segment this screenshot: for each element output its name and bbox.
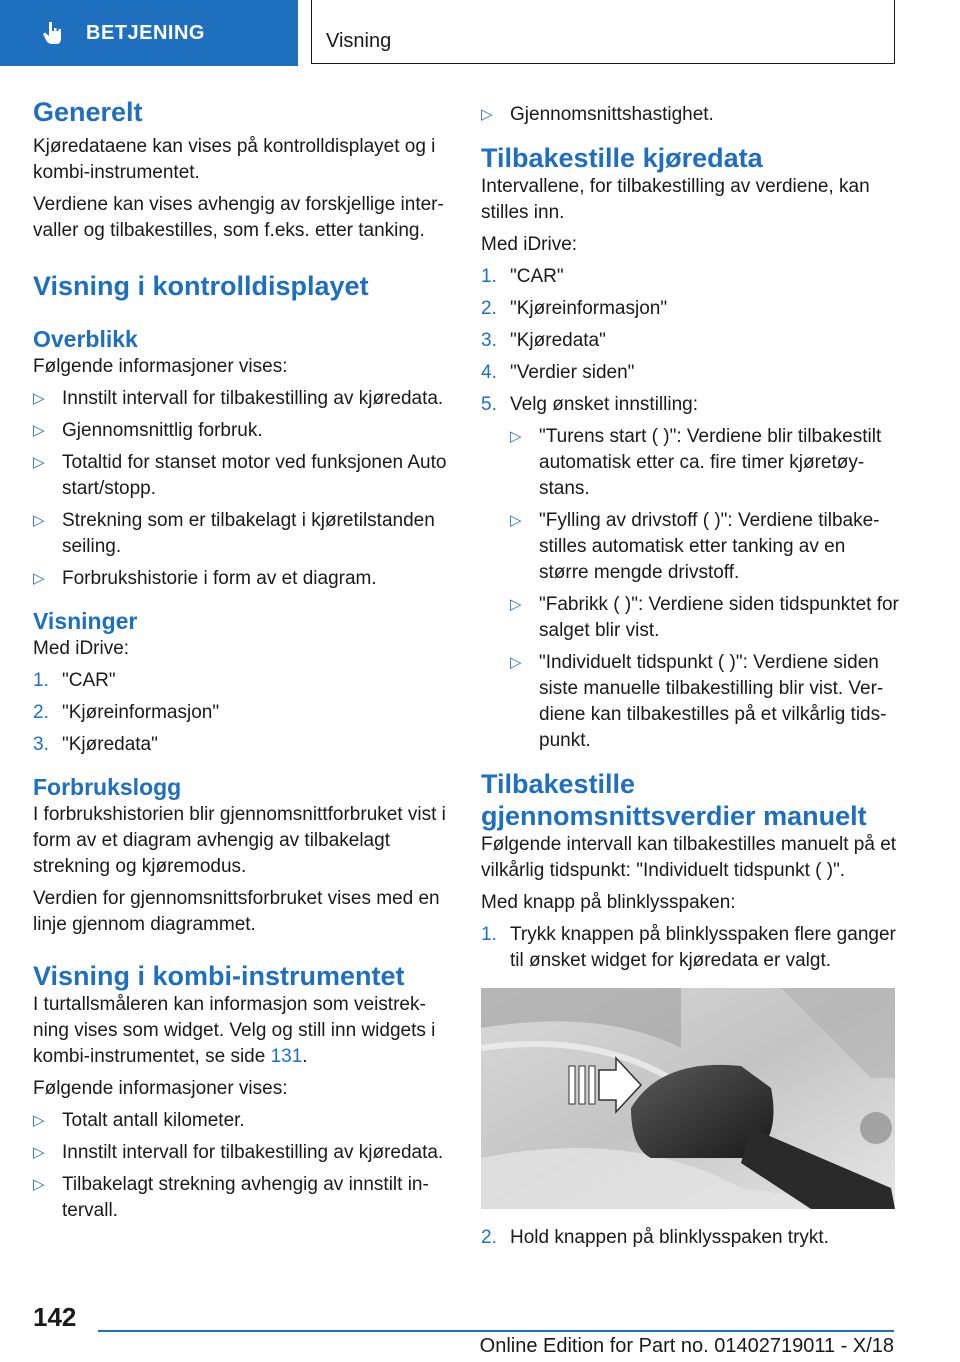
manuelt-steps-1 bbox=[481, 922, 899, 974]
innstilling-list bbox=[510, 424, 899, 754]
paragraph: Følgende informasjoner vises: bbox=[33, 1078, 288, 1099]
list-item: ▷ Innstilt intervall for tilbakestilling av kjøredata. bbox=[33, 386, 448, 412]
heading-visning-kontrolldisplay: Visning i kontrolldisplayet bbox=[33, 271, 369, 301]
list-item: ▷ Totalt antall kilometer. bbox=[33, 1108, 448, 1134]
step-item: 1. Trykk knappen på blinklysspaken flere ganger til ønsket widget for kjøredata er valgt. bbox=[481, 924, 896, 971]
step-item: 3. "Kjøredata" bbox=[33, 734, 158, 755]
paragraph: Verdien for gjennomsnittsforbruket vises med en linje gjennom diagrammet. bbox=[33, 888, 440, 935]
paragraph: Intervallene, for tilbakestilling av verdiene, kan stilles inn. bbox=[481, 176, 870, 223]
list-item: ▷ Innstilt intervall for tilbakestilling av kjøredata. bbox=[33, 1140, 448, 1166]
heading-visning-kombi: Visning i kombi-instrumentet bbox=[33, 961, 405, 991]
page-title: Visning bbox=[326, 30, 392, 52]
hand-pointer-icon bbox=[40, 20, 66, 46]
list-item: ▷ "Turens start ( )": Verdiene blir tilbakestilt automatisk etter ca. fire timer kjøretøy-stans. bbox=[510, 424, 899, 502]
list-item: ▷ Forbrukshistorie i form av et diagram. bbox=[33, 566, 448, 592]
step-item: 1. "CAR" bbox=[33, 670, 116, 691]
page-header bbox=[0, 0, 960, 66]
page-reference-link[interactable]: 131 bbox=[270, 1046, 303, 1067]
paragraph: Med knapp på blinklysspaken: bbox=[481, 892, 736, 913]
step-item: 5. Velg ønsket innstilling: ▷ "Turens start ( )": Verdiene blir tilbakestilt automatisk etter ca. fire timer kjøretøy-stans. ▷ "Fylling av drivstoff ( )": Verdiene tilbake-stilles automatisk etter tanking av en større mengde drivstoff. ▷ "Fabrikk ( )": Verdiene siden tidspunktet for salget blir vist. ▷ "Individuelt tidspunkt ( )": Verdiene siden siste manuelle tilbakestilling blir vist. Ver-diene kan tilbakestilles på et vilkårlig tids-punkt. bbox=[481, 392, 899, 754]
heading-generelt: Generelt bbox=[33, 97, 143, 127]
footer-divider bbox=[98, 1330, 894, 1332]
visninger-steps bbox=[33, 668, 448, 758]
list-item: ▷ Tilbakelagt strekning avhengig av innstilt in-tervall. bbox=[33, 1172, 448, 1224]
edition-note: Online Edition for Part no. 01402719011 - X/18 bbox=[479, 1335, 894, 1357]
left-column bbox=[33, 96, 448, 1230]
list-item: ▷ "Individuelt tidspunkt ( )": Verdiene siden siste manuelle tilbakestilling blir vist. Ver-diene kan tilbakestilles på et vilkårlig tids-punkt. bbox=[510, 650, 899, 754]
continued-list bbox=[481, 102, 899, 128]
paragraph: Med iDrive: bbox=[33, 638, 130, 659]
list-item: ▷ "Fabrikk ( )": Verdiene siden tidspunktet for salget blir vist. bbox=[510, 592, 899, 644]
heading-manuelt: Tilbakestille gjennomsnittsverdier manuelt bbox=[481, 769, 867, 831]
step-item: 2. "Kjøreinformasjon" bbox=[481, 298, 668, 319]
paragraph: Verdiene kan vises avhengig av forskjellige inter-valler og tilbakestilles, som f.eks. etter tanking. bbox=[33, 194, 444, 241]
list-item: ▷ Gjennomsnittlig forbruk. bbox=[33, 418, 448, 444]
paragraph: I turtallsmåleren kan informasjon som veistrek-ning vises som widget. Velg og still inn widgets i kombi-instrumentet, se side 131. bbox=[33, 994, 436, 1067]
heading-visninger: Visninger bbox=[33, 608, 138, 634]
manuelt-steps-2 bbox=[481, 1225, 899, 1251]
step-item: 1. "CAR" bbox=[481, 266, 564, 287]
list-item: ▷ Totaltid for stanset motor ved funksjonen Auto start/stopp. bbox=[33, 450, 448, 502]
section-label: BETJENING bbox=[86, 22, 205, 44]
title-tab bbox=[311, 0, 895, 64]
right-column bbox=[481, 96, 899, 1257]
list-item: ▷ Gjennomsnittshastighet. bbox=[481, 102, 899, 128]
kombi-list bbox=[33, 1108, 448, 1224]
turn-signal-lever-photo bbox=[481, 988, 895, 1209]
heading-tilbakestille: Tilbakestille kjøredata bbox=[481, 143, 763, 173]
tilbakestille-steps bbox=[481, 264, 899, 754]
paragraph: Med iDrive: bbox=[481, 234, 578, 255]
heading-overblikk: Overblikk bbox=[33, 326, 138, 352]
paragraph: I forbrukshistorien blir gjennomsnittforbruket vist i form av et diagram avhengig av tilbakelagt strekning og kjøremodus. bbox=[33, 804, 446, 877]
list-item: ▷ "Fylling av drivstoff ( )": Verdiene tilbake-stilles automatisk etter tanking av en større mengde drivstoff. bbox=[510, 508, 899, 586]
step-item: 2. Hold knappen på blinklysspaken trykt. bbox=[481, 1227, 829, 1248]
step-item: 4. "Verdier siden" bbox=[481, 362, 635, 383]
turn-signal-lever-illustration bbox=[481, 988, 895, 1209]
step-item: 3. "Kjøredata" bbox=[481, 330, 606, 351]
step-item: 2. "Kjøreinformasjon" bbox=[33, 702, 220, 723]
page-footer bbox=[0, 1290, 960, 1362]
list-item: ▷ Strekning som er tilbakelagt i kjøretilstanden seiling. bbox=[33, 508, 448, 560]
heading-forbrukslogg: Forbrukslogg bbox=[33, 774, 182, 800]
overblikk-list bbox=[33, 386, 448, 592]
paragraph: Følgende informasjoner vises: bbox=[33, 356, 288, 377]
paragraph: Følgende intervall kan tilbakestilles manuelt på et vilkårlig tidspunkt: "Individuelt tidspunkt ( )". bbox=[481, 834, 897, 881]
section-tab bbox=[0, 0, 298, 66]
page-number: 142 bbox=[33, 1302, 77, 1332]
paragraph: Kjøredataene kan vises på kontrolldisplayet og i kombi-instrumentet. bbox=[33, 136, 436, 183]
